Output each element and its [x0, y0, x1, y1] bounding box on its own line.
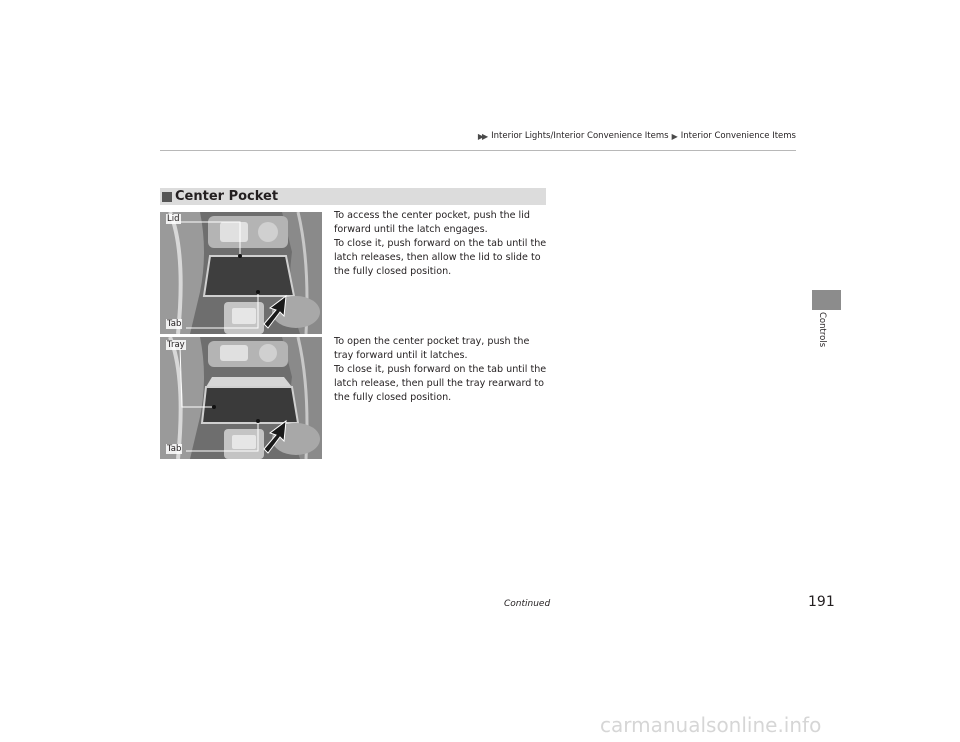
breadcrumb-part-1[interactable]: Interior Lights/Interior Convenience Items: [491, 131, 669, 141]
tray-callout: Tray: [167, 340, 185, 350]
section-title: Center Pocket: [175, 189, 279, 204]
center-console-tray-illustration: [160, 337, 322, 459]
tab-callout: Tab: [167, 319, 182, 329]
side-tab-marker: [812, 290, 841, 310]
tray-instructions: [334, 335, 548, 405]
double-arrow-icon: ▶▶: [477, 131, 487, 141]
breadcrumb: [478, 131, 796, 141]
lid-callout: Lid: [167, 214, 180, 224]
lid-close-text: To close it, push forward on the tab until the latch releases, then allow the lid to slide to the fully closed position.: [334, 238, 547, 277]
center-console-illustration: [160, 212, 322, 334]
lid-instructions: [334, 209, 548, 279]
header-rule: [160, 150, 796, 151]
tray-close-text: To close it, push forward on the tab until the latch release, then pull the tray rearward to the fully closed position.: [334, 364, 547, 403]
arrow-icon: ▶: [671, 131, 678, 141]
tray-open-text: To open the center pocket tray, push the tray forward until it latches.: [334, 336, 530, 361]
center-pocket-tray-figure: [160, 337, 322, 459]
lid-open-text: To access the center pocket, push the lid forward until the latch engages.: [334, 210, 530, 235]
continued-label: Continued: [504, 599, 551, 609]
page-number: 191: [808, 594, 835, 610]
side-tab-label[interactable]: Controls: [817, 312, 827, 348]
breadcrumb-part-2[interactable]: Interior Convenience Items: [680, 131, 796, 141]
square-bullet-icon: [162, 192, 172, 202]
watermark: carmanualsonline.info: [600, 713, 822, 737]
tab-callout-2: Tab: [167, 444, 182, 454]
center-pocket-lid-figure: [160, 212, 322, 334]
section-header: [160, 188, 546, 205]
